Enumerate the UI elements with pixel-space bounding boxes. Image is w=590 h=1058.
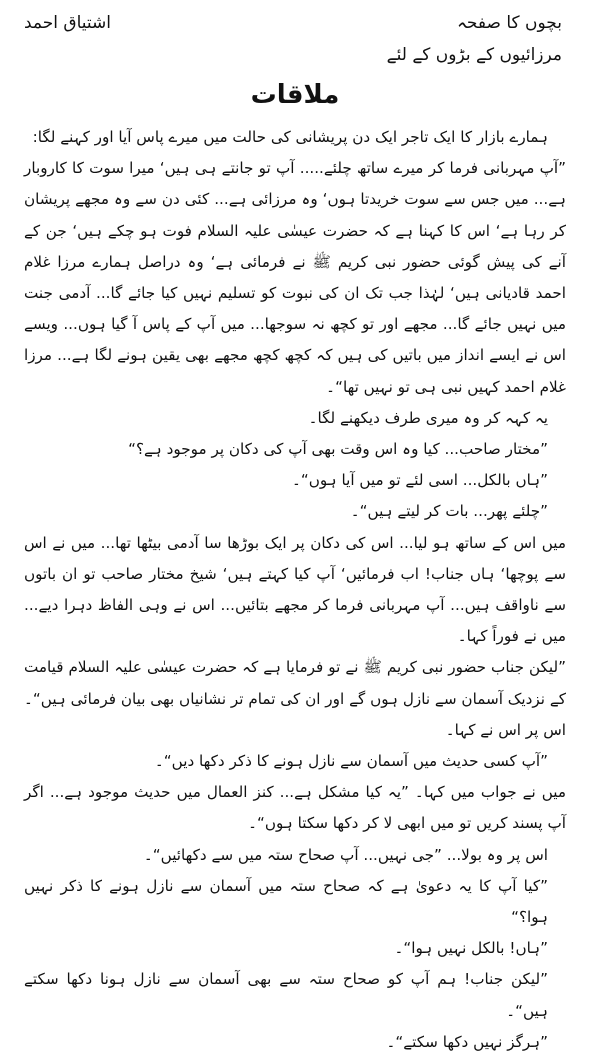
paragraph: ہمارے بازار کا ایک تاجر ایک دن پریشانی کی حالت میں میرے پاس آیا اور کہنے لگا: [32, 128, 548, 146]
paragraph: ”مختار صاحب... کیا وہ اس وقت بھی آپ کی دکان پر موجود ہے؟“ [128, 440, 548, 459]
paragraph: ”لیکن جناب! ہم آپ کو صحاح ستہ سے بھی آسمان سے نازل ہونا دکھا سکتے ہیں“۔ [24, 970, 548, 1020]
paragraph: ”لیکن جناب حضور نبی کریم ﷺ نے تو فرمایا ہے کہ حضرت عیسٰی علیہ السلام قیامت کے نزدیک آسمان سے نازل ہوں گے اور ان کی تمام تر نشانیاں بھی بیان فرمائی ہیں“۔ اس پر اس نے کہا۔ [24, 658, 566, 739]
author-name: اشتیاق احمد [24, 13, 111, 33]
article-body [24, 122, 566, 1058]
paragraph: ”ہاں! بالکل نہیں ہوا“۔ [394, 939, 548, 958]
paragraph: میں اس کے ساتھ ہو لیا... اس کی دکان پر ایک بوڑھا سا آدمی بیٹھا تھا... میں نے اس سے پوچھا‘ ہاں جناب! اب فرمائیں‘ آپ کیا کہتے ہیں‘ شیخ مختار صاحب تو ان باتوں سے ناواقف ہیں... آپ مہربانی فرما کر مجھے بتائیں... اس نے وہی الفاظ دہرا دیے... میں نے فوراً کہا۔ [24, 533, 566, 646]
paragraph: ”ہاں بالکل... اسی لئے تو میں آیا ہوں“۔ [292, 471, 548, 490]
paragraph: میں نے جواب میں کہا۔ ”یہ کیا مشکل ہے... کنز العمال میں حدیث موجود ہے... اگر آپ پسند کریں تو میں ابھی لا کر دکھا سکتا ہوں“۔ [24, 783, 566, 833]
series-title: بچوں کا صفحہ [456, 13, 562, 33]
paragraph: یہ کہہ کر وہ میری طرف دیکھنے لگا۔ [308, 408, 548, 427]
paragraph: ”چلئے پھر... بات کر لیتے ہیں“۔ [350, 502, 548, 521]
paragraph: ”کیا آپ کا یہ دعویٰ ہے کہ صحاح ستہ میں آسمان سے نازل ہونے کا ذکر نہیں ہوا؟“ [24, 876, 548, 927]
article-title: ملاقات [250, 80, 340, 110]
page-header [24, 10, 566, 72]
series-subtitle: مرزائیوں کے بڑوں کے لئے [386, 45, 562, 65]
paragraph: ”آپ مہربانی فرما کر میرے ساتھ چلئے..... آپ تو جانتے ہی ہیں‘ میرا سوت کا کاروبار ہے... میں جس سے سوت خریدتا ہوں‘ وہ مرزائی ہے... کئی دن سے وہ مجھے پریشان کر رہا ہے‘ اس کا کہنا ہے کہ حضرت عیسٰی علیہ السلام فوت ہو چکے ہیں‘ جن کے آنے کی پیش گوئی حضور نبی کریم ﷺ نے فرمائی ہے‘ وہ دراصل ہمارے مرزا غلام احمد قادیانی ہیں‘ لہٰذا جب تک ان کی نبوت کو تسلیم نہیں کیا جائے گا... آدمی جنت میں نہیں جائے گا... مجھے اور تو کچھ نہ سوجھا... میں آپ کے پاس آ گیا ہوں... ویسے اس نے ایسے انداز میں باتیں کی ہیں کہ کچھ کچھ مجھے بھی یقین ہونے لگا ہے... مرزا غلام احمد کہیں نبی ہی تو نہیں تھا“۔ [24, 159, 566, 396]
paragraph: اس پر وہ بولا... ”جی نہیں... آپ صحاح ستہ میں سے دکھائیں“۔ [143, 845, 548, 864]
paragraph: ”آپ کسی حدیث میں آسمان سے نازل ہونے کا ذکر دکھا دیں“۔ [154, 752, 548, 771]
paragraph: ”ہرگز نہیں دکھا سکتے“۔ [386, 1032, 548, 1051]
